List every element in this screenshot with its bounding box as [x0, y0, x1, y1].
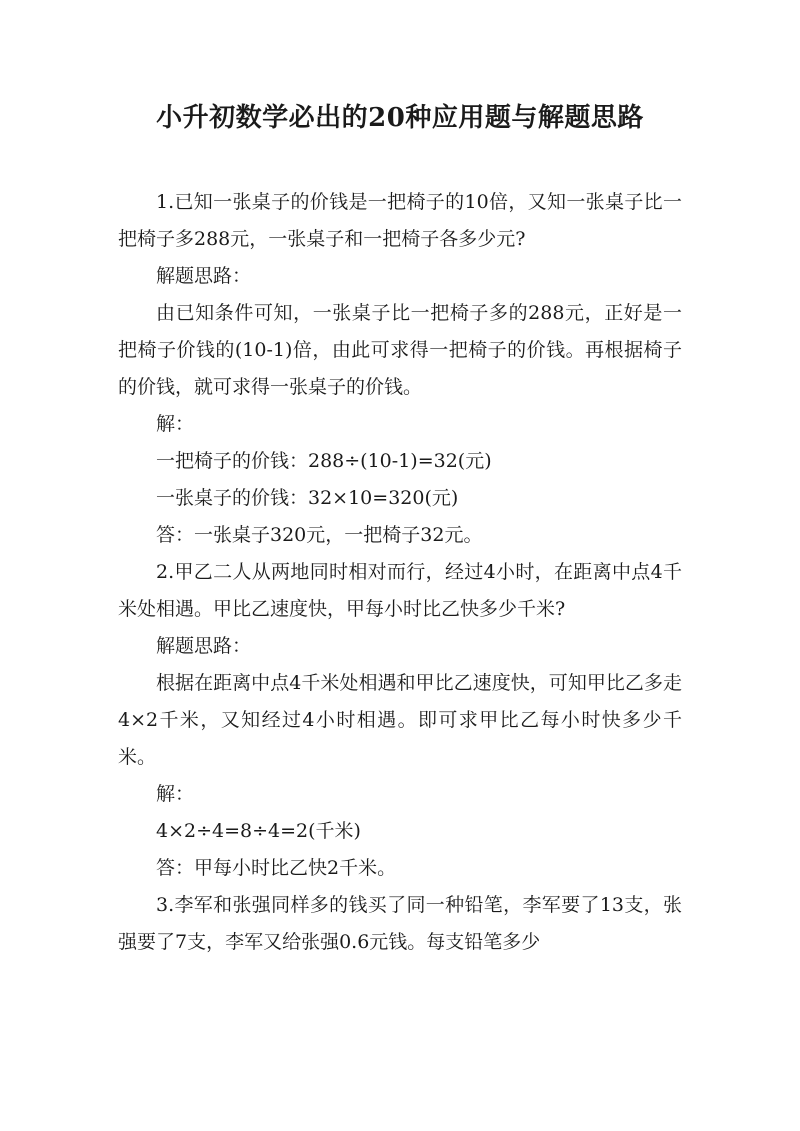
problem-2-step-1: 4×2÷4=8÷4=2(千米) — [156, 820, 361, 842]
document-body — [118, 184, 682, 961]
problem-3-question: 3.李军和张强同样多的钱买了同一种铅笔，李军要了13支，张强要了7支，李军又给张强0.6元钱。每支铅笔多少 — [118, 894, 682, 953]
document-title: 小升初数学必出的20种应用题与解题思路 — [156, 103, 644, 133]
problem-1-step-1: 一把椅子的价钱：288÷(10-1)=32(元) — [156, 450, 492, 472]
problem-1-approach: 由已知条件可知，一张桌子比一把椅子多的288元，正好是一把椅子价钱的(10-1)倍，由此可求得一把椅子的价钱。再根据椅子的价钱，就可求得一张桌子的价钱。 — [118, 302, 682, 398]
problem-1-approach-label: 解题思路： — [156, 265, 252, 287]
problem-1-question: 1.已知一张桌子的价钱是一把椅子的10倍，又知一张桌子比一把椅子多288元，一张桌子和一把椅子各多少元? — [118, 191, 682, 250]
problem-1-solution-label: 解： — [156, 413, 195, 435]
problem-2-approach-label: 解题思路： — [156, 635, 252, 657]
problem-2-answer: 答：甲每小时比乙快2千米。 — [156, 857, 397, 879]
problem-2-solution-label: 解： — [156, 783, 195, 805]
problem-2-approach: 根据在距离中点4千米处相遇和甲比乙速度快，可知甲比乙多走4×2千米，又知经过4小时相遇。即可求甲比乙每小时快多少千米。 — [118, 672, 682, 768]
problem-1-answer: 答：一张桌子320元，一把椅子32元。 — [156, 524, 483, 546]
problem-2-question: 2.甲乙二人从两地同时相对而行，经过4小时，在距离中点4千米处相遇。甲比乙速度快，甲每小时比乙快多少千米? — [118, 561, 682, 620]
problem-1-step-2: 一张桌子的价钱：32×10=320(元) — [156, 487, 459, 509]
